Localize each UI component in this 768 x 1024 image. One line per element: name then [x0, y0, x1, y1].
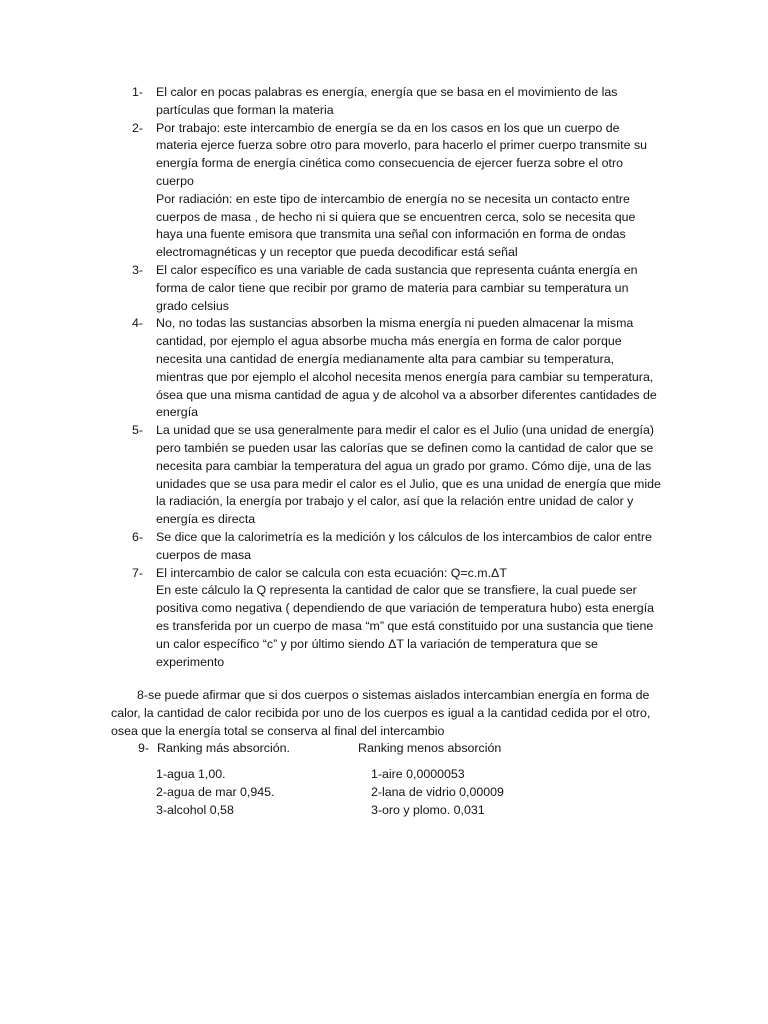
ranking-more-list: [156, 766, 274, 819]
answer-text: El intercambio de calor se calcula con esta ecuación: Q=c.m.ΔT: [156, 565, 507, 580]
answer-text: El calor en pocas palabras es energía, energía que se basa en el movimiento de las partículas que forman la materia: [156, 85, 618, 117]
answer-number: 5-: [132, 423, 144, 438]
answer-number: 3-: [132, 262, 144, 277]
answer-item-3: [0, 262, 662, 315]
answer-number: 6-: [132, 529, 144, 544]
conclusion-paragraph: 8-se puede afirmar que si dos cuerpos o sistemas aislados intercambian energía en forma de calor, la cantidad de calor recibida por uno de los cuerpos es igual a la cantidad cedida por el otro, osea que la energía total se conserva al final del intercambio: [111, 688, 651, 738]
answer-item-4: [0, 315, 662, 422]
ranking-less-item: 3-oro y plomo. 0,031: [371, 802, 485, 817]
answer-number: 2-: [132, 120, 144, 135]
answer-list: [0, 84, 768, 671]
ranking-more-item: 2-agua de mar 0,945.: [156, 784, 275, 799]
answer-item-1: [0, 84, 662, 120]
answer-text: El calor específico es una variable de cada sustancia que representa cuánta energía en forma de calor tiene que recibir por gramo de materia para cambiar su temperatura un grado celsius: [156, 262, 638, 313]
ranking-less-list: [371, 766, 504, 819]
answer-text: En este cálculo la Q representa la cantidad de calor que se transfiere, la cual puede ser positiva como negativa ( dependiendo de que variación de temperatura hubo) esta energía es transferida por un cuerpo de masa “m” que está constituido por una sustancia que tiene un calor específico “c” y por último siendo ΔT la variación de temperatura que se experimento: [156, 583, 655, 669]
answer-text: Se dice que la calorimetría es la medición y los cálculos de los intercambios de calor entre cuerpos de masa: [156, 529, 652, 562]
answer-number: 4-: [132, 316, 144, 331]
answer-text: No, no todas las sustancias absorben la misma energía ni pueden almacenar la misma cantidad, por ejemplo el agua absorbe mucha más energía en forma de calor porque necesita una cantidad de energía medianamente alta para cambiar su temperatura, mientras que por ejemplo el alcohol necesita menos energía para cambiar su temperatura, ósea que una misma cantidad de agua y de alcohol va a absorber diferentes cantidades de energía: [156, 316, 657, 420]
ranking-less-title: Ranking menos absorción: [358, 741, 502, 755]
answer-item-2: [0, 120, 662, 262]
ranking-more-item: 1-agua 1,00.: [156, 767, 226, 781]
ranking-less-item: 1-aire 0,0000053: [371, 767, 465, 781]
answer-text: Por trabajo: este intercambio de energía se da en los casos en los que un cuerpo de materia ejerce fuerza sobre otro para moverlo, para hacerlo el primer cuerpo transmite su energía forma de energía cinética como consecuencia de ejercer fuerza sobre el otro cuerpo: [156, 120, 648, 188]
answer-item-7: [0, 565, 662, 672]
answer-item-6: [0, 529, 662, 565]
answer-text: La unidad que se usa generalmente para medir el calor es el Julio (una unidad de energía) pero también se pueden usar las calorías que se definen como la cantidad de calor que se necesita para cambiar la temperatura del agua un grado por gramo. Cómo dije, una de las unidades que se usa para medir el calor es el Julio, que es una unidad de energía que mide la radiación, la energía por trabajo y el calor, así que la relación entre unidad de calor y energía es directa: [156, 423, 661, 527]
ranking-less-item: 2-lana de vidrio 0,00009: [371, 784, 504, 799]
ranking-number: 9-: [138, 741, 150, 755]
answer-item-5: [0, 422, 662, 529]
answer-number: 7-: [132, 565, 144, 580]
ranking-more-item: 3-alcohol 0,58: [156, 802, 234, 817]
ranking-more-title: Ranking más absorción.: [157, 741, 290, 755]
answer-number: 1-: [132, 85, 144, 99]
answer-text: Por radiación: en este tipo de intercambio de energía no se necesita un contacto entre cuerpos de masa , de hecho ni si quiera que se encuentren cerca, solo se necesita que haya una fuente emisora que transmita una señal con información en forma de ondas electromagnéticas y un receptor que pueda decodificar está señal: [156, 191, 636, 260]
